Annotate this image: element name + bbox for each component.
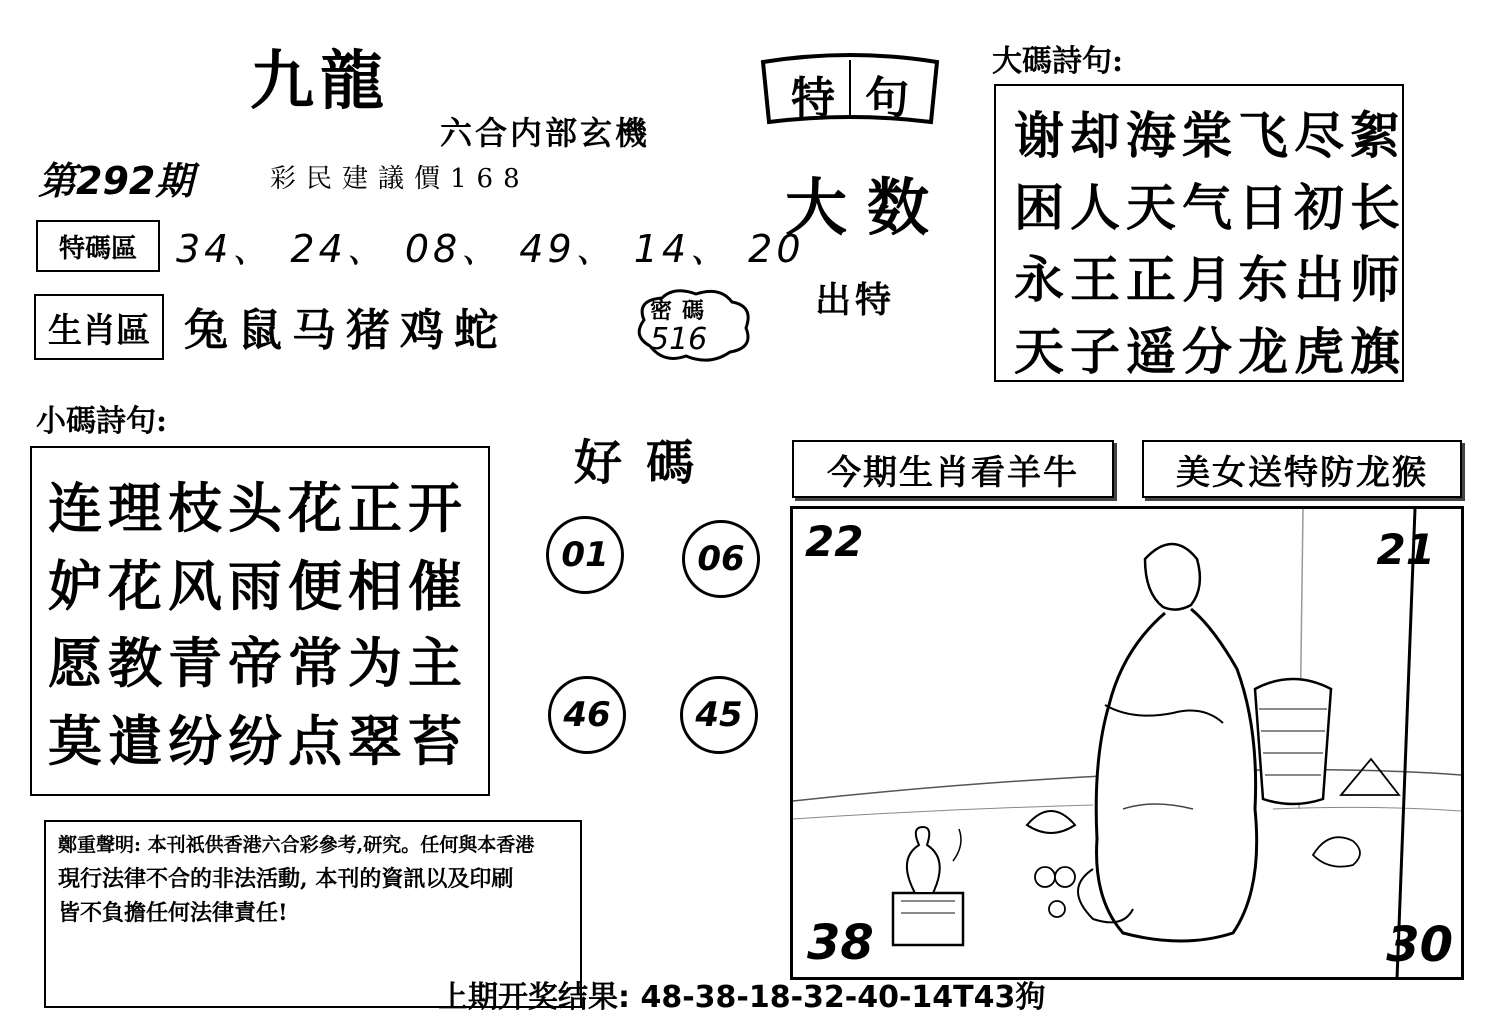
disclaimer-line: 皆不負擔任何法律責任! [58,900,288,926]
page-subtitle: 六合内部玄機 [440,114,651,152]
big-poem-line: 困人天气日初长 [1014,178,1406,237]
disclaimer-line: 現行法律不合的非法活動, 本刊的資訊以及印刷 [58,866,514,892]
special-badge [755,52,945,136]
good-number: 01 [546,516,624,594]
good-number: 06 [682,520,760,598]
special-badge-top: 特句 [791,73,939,124]
small-poem-box [30,446,490,796]
small-poem-line: 愿教青帝常为主 [48,631,468,696]
illustration-corner-number: 38 [807,915,874,971]
illustration-corner-number: 30 [1386,917,1453,973]
illustration-corner-number: 22 [805,517,864,566]
small-poem-line: 连理枝头花正开 [48,476,468,541]
small-poem-line: 莫遣纷纷点翠苔 [48,708,468,773]
special-zone-label: 特碼區 [36,220,160,272]
big-poem-box [994,84,1404,382]
zodiac-tip: 今期生肖看羊牛 [792,440,1114,498]
seated-sage-illustration [793,509,1461,977]
secret-code-value: 516 [650,322,708,357]
illustration-corner-number: 21 [1376,525,1435,574]
big-poem-line: 天子遥分龙虎旗 [1014,322,1406,381]
small-poem-line: 妒花风雨便相催 [48,553,468,618]
special-zone-numbers: 34、 24、 08、 49、 14、 20 [176,227,805,271]
good-numbers-heading: 好碼 [574,435,719,491]
big-poem-line: 永王正月东出师 [1014,250,1406,309]
price-note: 彩民建議價168 [270,164,530,194]
special-badge-bottom: 出特 [815,279,896,321]
big-poem-heading: 大碼詩句: [992,44,1124,79]
illustration-panel [790,506,1464,980]
zodiac-zone-label: 生肖區 [34,294,164,360]
zodiac-animals: 兔鼠马猪鸡蛇 [184,305,508,356]
last-draw-result: 上期开奖结果: 48-38-18-32-40-14T43狗 [438,980,1046,1015]
beauty-tip: 美女送特防龙猴 [1142,440,1462,498]
secret-code-label: 密碼 [650,299,715,324]
secret-code [630,286,756,366]
disclaimer-line: 鄭重聲明: 本刊祇供香港六合彩參考,研究。任何與本香港 [58,834,535,856]
small-poem-heading: 小碼詩句: [36,404,168,439]
big-poem-line: 谢却海棠飞尽絮 [1014,106,1406,165]
good-number: 46 [548,676,626,754]
page-title: 九龍 [250,44,390,119]
issue-number: 第292期 [38,159,194,203]
good-number: 45 [680,676,758,754]
special-badge-middle: 大数 [785,171,950,244]
